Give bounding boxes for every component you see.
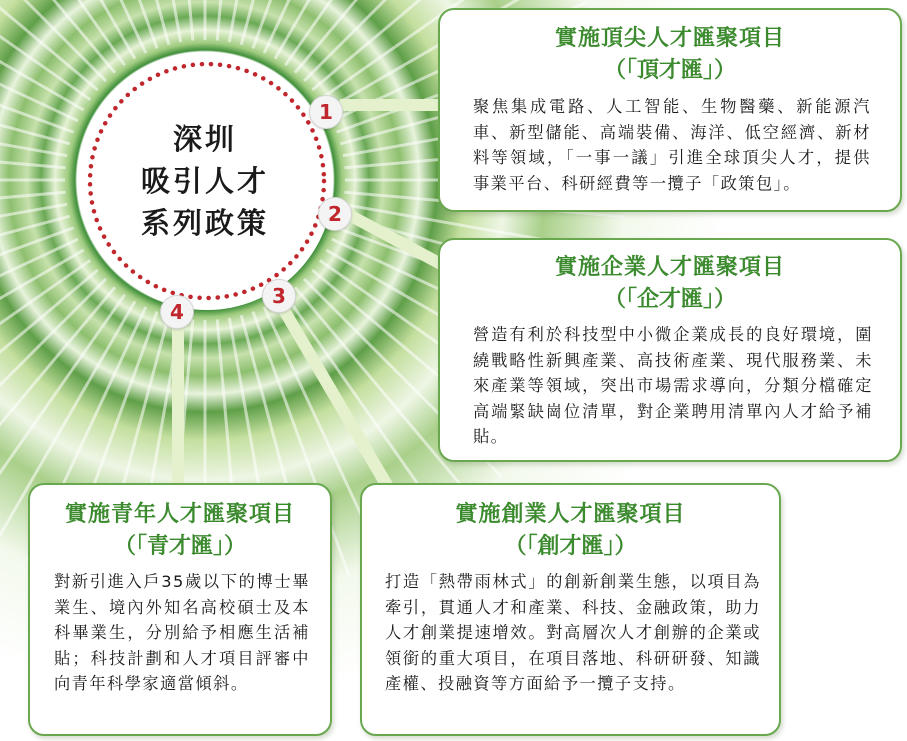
card-startup-talent — [360, 483, 781, 736]
card-subtitle: （「頂才匯」） — [603, 58, 736, 83]
card-title: 實施青年人才匯聚項目 — [64, 502, 295, 527]
center-title-line: 系列政策 — [140, 206, 269, 240]
center-title-line: 吸引人才 — [140, 164, 269, 198]
card-body: 對新引進入戶35歲以下的博士畢業生、境內外知名高校碩士及本科畢業生，分別給予相應生活補貼；科技計劃和人才項目評審中向青年科學家適當傾斜。 — [54, 572, 310, 693]
center-title — [120, 118, 290, 244]
card-title: 實施創業人才匯聚項目 — [455, 502, 686, 527]
card-subtitle: （「創才匯」） — [504, 534, 637, 559]
marker-3: 3 — [262, 279, 296, 313]
card-title: 實施企業人才匯聚項目 — [554, 255, 785, 280]
marker-1: 1 — [309, 95, 343, 129]
marker-4: 4 — [160, 295, 194, 329]
card-subtitle: （「企才匯」） — [603, 287, 736, 312]
card-subtitle: （「青才匯」） — [113, 534, 246, 559]
card-enterprise-talent — [438, 238, 902, 462]
card-title: 實施頂尖人才匯聚項目 — [554, 26, 785, 51]
card-top-talent — [438, 8, 902, 212]
card-body: 聚焦集成電路、人工智能、生物醫藥、新能源汽車、新型儲能、高端裝備、海洋、低空經濟、新材料等領域，「一事一議」引進全球頂尖人才，提供事業平台、科研經費等一攬子「政策包」。 — [473, 97, 871, 193]
card-youth-talent — [28, 483, 332, 736]
card-body: 打造「熱帶雨林式」的創新創業生態，以項目為牽引，貫通人才和產業、科技、金融政策，助力人才創業提速增效。對高層次人才創辦的企業或領銜的重大項目，在項目落地、科研研發、知識產權、投融資等方面給予一攬子支持。 — [385, 572, 761, 693]
card-body: 營造有利於科技型中小微企業成長的良好環境，圍繞戰略性新興產業、高技術產業、現代服務業、未來產業等領域，突出市場需求導向，分類分檔確定高端緊缺崗位清單，對企業聘用清單內人才給予補貼。 — [473, 325, 873, 446]
center-title-line: 深圳 — [172, 122, 237, 156]
marker-2: 2 — [318, 197, 352, 231]
